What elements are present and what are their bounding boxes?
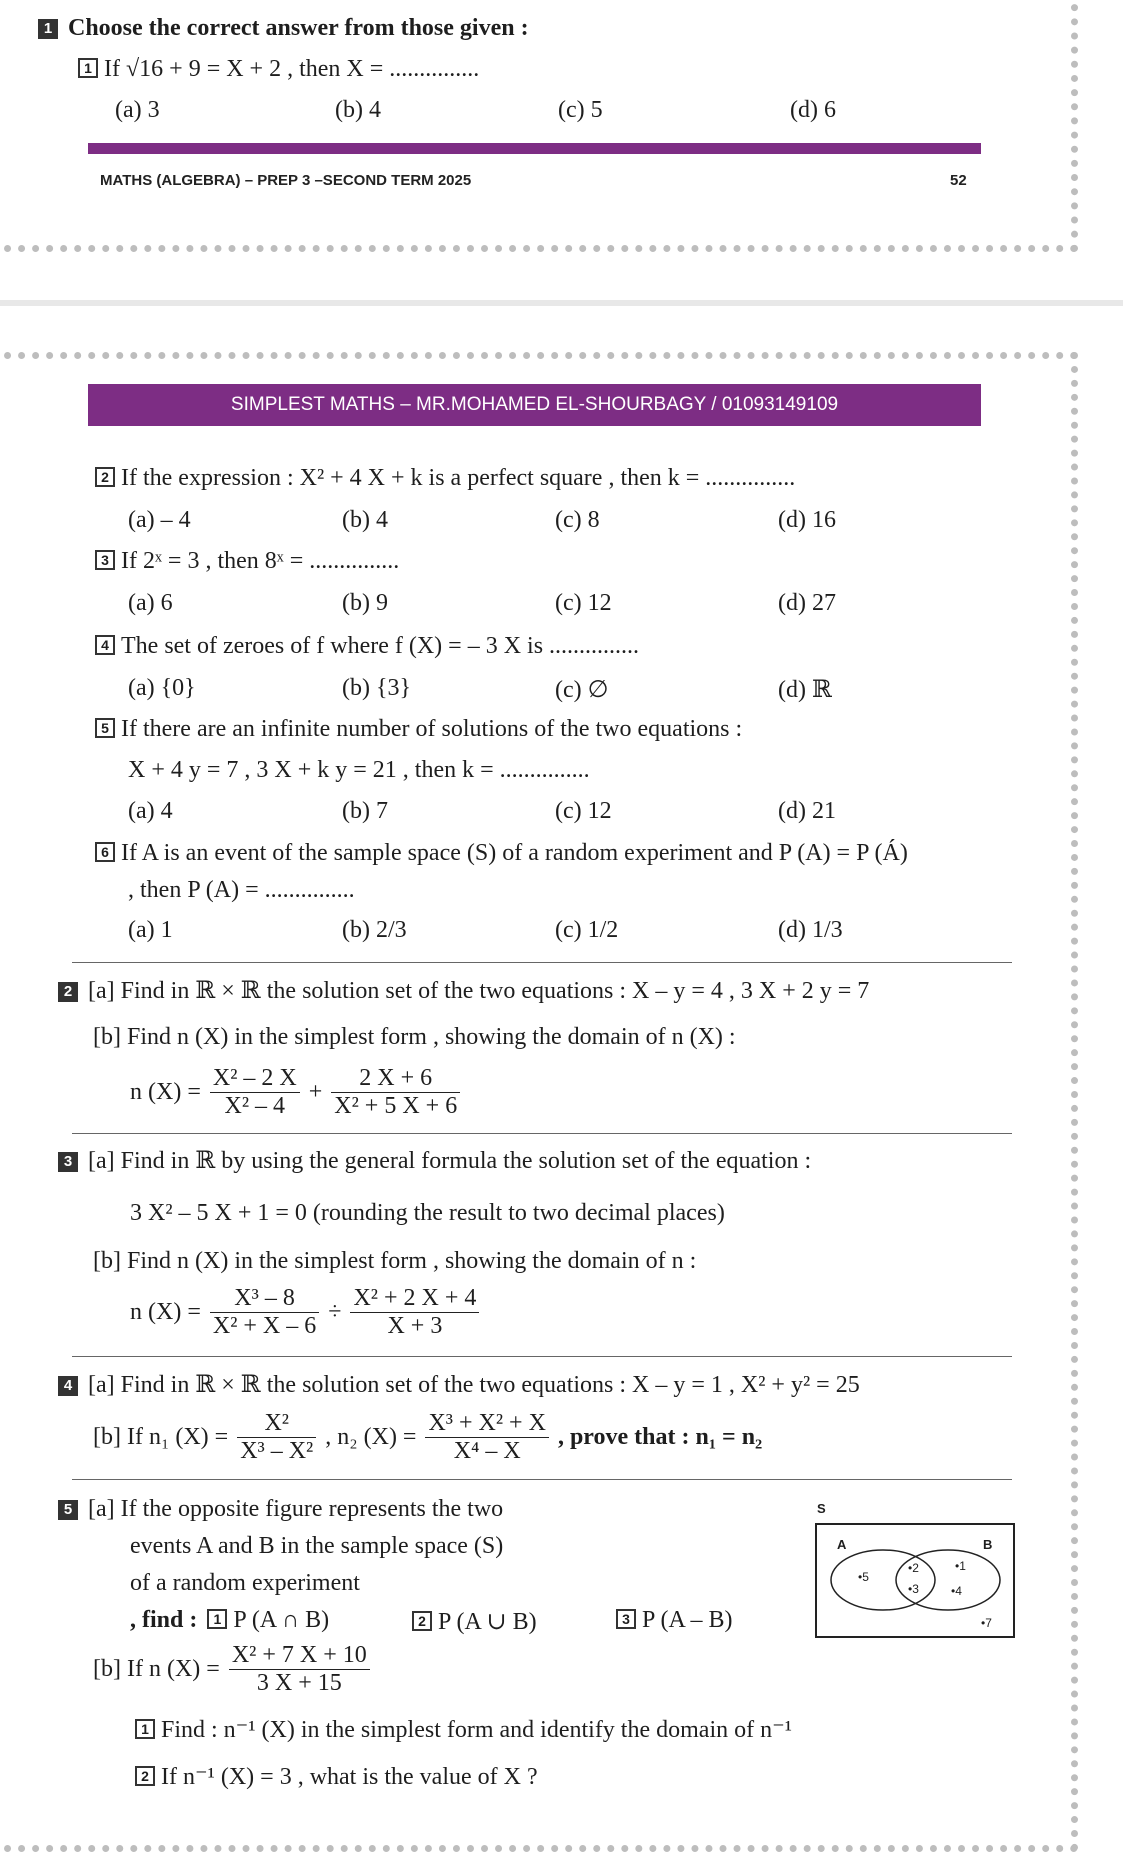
q6-option-d: (d) 1/3 [778,917,843,943]
section-5-part-b2: 2 If n⁻¹ (X) = 3 , what is the value of X ? [135,1762,538,1791]
q2-option-a: (a) – 4 [128,507,191,533]
question-2: 2 If the expression : X² + 4 X + k is a perfect square , then k = ............... [95,465,795,492]
q6-option-a: (a) 1 [128,917,173,943]
venn-b-label: B [983,1537,993,1552]
event-a-circle [831,1550,935,1610]
venn-element-7: •7 [981,1616,992,1630]
q1-option-d: (d) 6 [790,97,836,123]
q4-option-a: (a) {0} [128,675,196,701]
fraction: $\frac{\text{X² + 7 X + 10}}{3 X + 15}$ [229,1642,370,1697]
section-1-heading: 1 Choose the correct answer from those given : [38,15,529,42]
fraction: $\frac{\text{X² – 2 X}}{\text{X² – 4}}$ [210,1065,300,1120]
q2-option-d: (d) 16 [778,507,836,533]
divider [72,1133,1012,1134]
event-b-circle [896,1550,1000,1610]
q2-option-b: (b) 4 [342,507,388,533]
q3-option-b: (b) 9 [342,590,388,616]
venn-element-4: •4 [951,1584,962,1598]
q3-option-a: (a) 6 [128,590,173,616]
section-2-expression: n (X) = $\frac{\text{X² – 2 X}}{\text{X² – 4}}$ + $\frac{2 X + 6}{\text{X² + 5 X + 6}}$ [130,1065,463,1120]
venn-element-5: •5 [858,1570,869,1584]
section-5-part-a-line3: of a random experiment [130,1570,360,1596]
section-5-part-a-line2: events A and B in the sample space (S) [130,1533,504,1559]
page-number: 52 [950,172,967,189]
q6-option-c: (c) 1/2 [555,917,619,943]
section-3-equation: 3 X² – 5 X + 1 = 0 (rounding the result to two decimal places) [130,1200,725,1226]
venn-element-2: •2 [908,1561,919,1575]
divider [72,1479,1012,1480]
q5-option-b: (b) 7 [342,798,388,824]
venn-a-label: A [837,1537,847,1552]
question-1: 1 If √16 + 9 = X + 2 , then X = ............... [78,56,479,83]
fraction: $\frac{\text{X² + 2 X + 4}}{X + 3}$ [350,1285,479,1340]
question-4: 4 The set of zeroes of f where f (X) = – 3 X is ............... [95,633,639,660]
question-number: 1 [78,58,98,78]
venn-element-3: •3 [908,1582,919,1596]
q3-option-d: (d) 27 [778,590,836,616]
divider [72,1356,1012,1357]
section-4-part-b: [b] If n₁ (X) = $\frac{\text{X²}}{\text{X³ – X²}}$ , n₂ (X) = $\frac{\text{X³ + X² + X}}{\text{X⁴ – X}}$ , prove that : n₁ = n₂ [93,1410,763,1464]
section-5-find-3: 3 P (A – B) [616,1607,732,1634]
footer-rule [88,143,981,154]
q4-option-d: (d) ℝ [778,677,832,703]
section-5-part-b1: 1 Find : n⁻¹ (X) in the simplest form and identify the domain of n⁻¹ [135,1715,792,1744]
section-4-part-a: 4 [a] Find in ℝ × ℝ the solution set of the two equations : X – y = 1 , X² + y² = 25 [58,1370,860,1399]
venn-element-1: •1 [955,1559,966,1573]
question-6: 6 If A is an event of the sample space (S) of a random experiment and P (A) = P (Á) [95,840,908,867]
q1-option-c: (c) 5 [558,97,603,123]
q2-option-c: (c) 8 [555,507,600,533]
fraction: $\frac{\text{X²}}{\text{X³ – X²}}$ [237,1410,316,1465]
q5-option-c: (c) 12 [555,798,612,824]
venn-s-label: S [817,1501,826,1516]
fraction: $\frac{2 X + 6}{\text{X² + 5 X + 6}}$ [331,1065,460,1120]
section-5-part-b: [b] If n (X) = $\frac{\text{X² + 7 X + 10}}{3 X + 15}$ [93,1642,373,1697]
q1-option-b: (b) 4 [335,97,381,123]
fraction: $\frac{\text{X³ – 8}}{\text{X² + X – 6}}$ [210,1285,319,1340]
section-5-find: , find : 1 P (A ∩ B) [130,1607,330,1633]
section-2-part-b: [b] Find n (X) in the simplest form , showing the domain of n (X) : [93,1024,736,1050]
section-3-expression: n (X) = $\frac{\text{X³ – 8}}{\text{X² + X – 6}}$ ÷ $\frac{\text{X² + 2 X + 4}}{X + 3}$ [130,1285,482,1340]
fraction: $\frac{\text{X³ + X² + X}}{\text{X⁴ – X}}$ [425,1410,548,1465]
section-number: 1 [38,19,58,39]
question-5-line2: X + 4 y = 7 , 3 X + k y = 21 , then k = ............... [128,757,590,783]
header-banner: SIMPLEST MATHS – MR.MOHAMED EL-SHOURBAGY / 01093149109 [88,384,981,426]
footer-title: MATHS (ALGEBRA) – PREP 3 –SECOND TERM 2025 [100,172,472,189]
q4-option-c: (c) ∅ [555,677,609,703]
divider [72,962,1012,963]
page-divider [0,300,1123,306]
section-3-part-b: [b] Find n (X) in the simplest form , showing the domain of n : [93,1248,697,1274]
q3-option-c: (c) 12 [555,590,612,616]
q1-option-a: (a) 3 [115,97,160,123]
question-3: 3 If 2ˣ = 3 , then 8ˣ = ............... [95,548,399,575]
question-5: 5 If there are an infinite number of solutions of the two equations : [95,716,742,743]
section-2-part-a: 2 [a] Find in ℝ × ℝ the solution set of the two equations : X – y = 4 , 3 X + 2 y = 7 [58,976,869,1005]
section-5-find-2: 2 P (A ∪ B) [412,1607,537,1636]
q5-option-a: (a) 4 [128,798,173,824]
section-3-part-a: 3 [a] Find in ℝ by using the general formula the solution set of the equation : [58,1146,811,1175]
question-6-line2: , then P (A) = ............... [128,877,355,903]
q5-option-d: (d) 21 [778,798,836,824]
q6-option-b: (b) 2/3 [342,917,407,943]
section-5-part-a-line1: 5 [a] If the opposite figure represents the two [58,1496,503,1523]
q4-option-b: (b) {3} [342,675,412,701]
